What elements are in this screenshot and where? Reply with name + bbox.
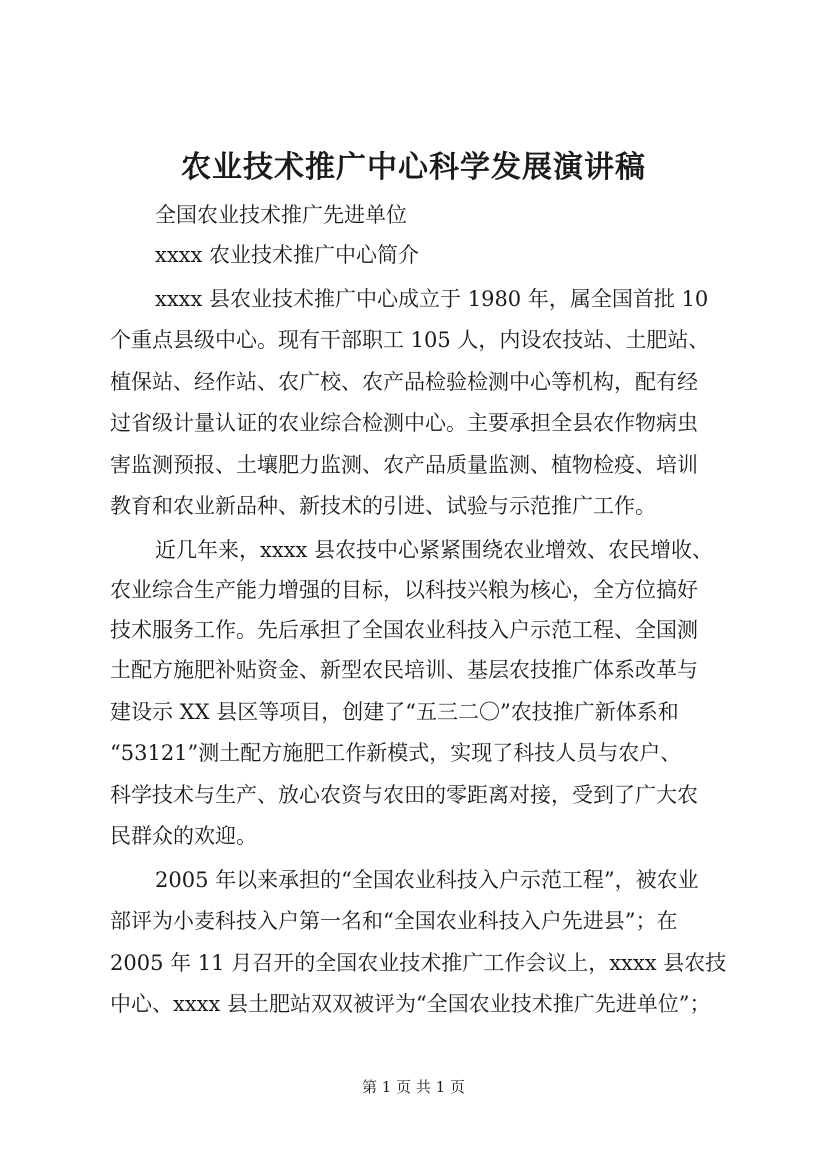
paragraph1-line: 过省级计量认证的农业综合检测中心。主要承担全县农作物病虫 bbox=[110, 411, 698, 435]
paragraph2-line: 民群众的欢迎。 bbox=[110, 824, 257, 848]
paragraph2-line: 农业综合生产能力增强的目标，以科技兴粮为核心，全方位搞好 bbox=[110, 578, 698, 602]
paragraph2-line: “53121”测土配方施肥工作新模式，实现了科技人员与农户、 bbox=[110, 741, 682, 765]
paragraph1-line: 教育和农业新品种、新技术的引进、试验与示范推广工作。 bbox=[110, 494, 656, 518]
paragraph3-line: 中心、xxxx 县土肥站双双被评为“全国农业技术推广先进单位”； bbox=[110, 992, 711, 1016]
paragraph3-line: 2005 年 11 月召开的全国农业技术推广工作会议上，xxxx 县农技 bbox=[110, 951, 727, 975]
page-footer: 第 1 页 共 1 页 bbox=[362, 1078, 465, 1096]
paragraph2-line: 土配方施肥补贴资金、新型农民培训、基层农技推广体系改革与 bbox=[110, 658, 698, 682]
paragraph1-line: 害监测预报、土壤肥力监测、农产品质量监测、植物检疫、培训 bbox=[110, 453, 698, 477]
paragraph3-line: 部评为小麦科技入户第一名和“全国农业科技入户先进县”；在 bbox=[110, 909, 678, 933]
paragraph2-line: 建设示 XX 县区等项目，创建了“五三二〇”农技推广新体系和 bbox=[110, 700, 679, 724]
document-title: 农业技术推广中心科学发展演讲稿 bbox=[181, 150, 646, 185]
subtitle-line: 全国农业技术推广先进单位 bbox=[155, 203, 407, 227]
paragraph1-line: 植保站、经作站、农广校、农产品检验检测中心等机构，配有经 bbox=[110, 370, 698, 394]
paragraph2-line: 科学技术与生产、放心农资与农田的零距离对接，受到了广大农 bbox=[110, 783, 698, 807]
subtitle-line: xxxx 农业技术推广中心简介 bbox=[155, 243, 420, 267]
paragraph3-line: 2005 年以来承担的“全国农业科技入户示范工程”，被农业 bbox=[155, 868, 699, 892]
paragraph1-line: 个重点县级中心。现有干部职工 105 人，内设农技站、土肥站、 bbox=[110, 328, 710, 352]
paragraph2-line: 近几年来，xxxx 县农技中心紧紧围绕农业增效、农民增收、 bbox=[155, 538, 714, 562]
paragraph1-line: xxxx 县农业技术推广中心成立于 1980 年，属全国首批 10 bbox=[155, 287, 709, 311]
paragraph2-line: 技术服务工作。先后承担了全国农业科技入户示范工程、全国测 bbox=[110, 618, 698, 642]
